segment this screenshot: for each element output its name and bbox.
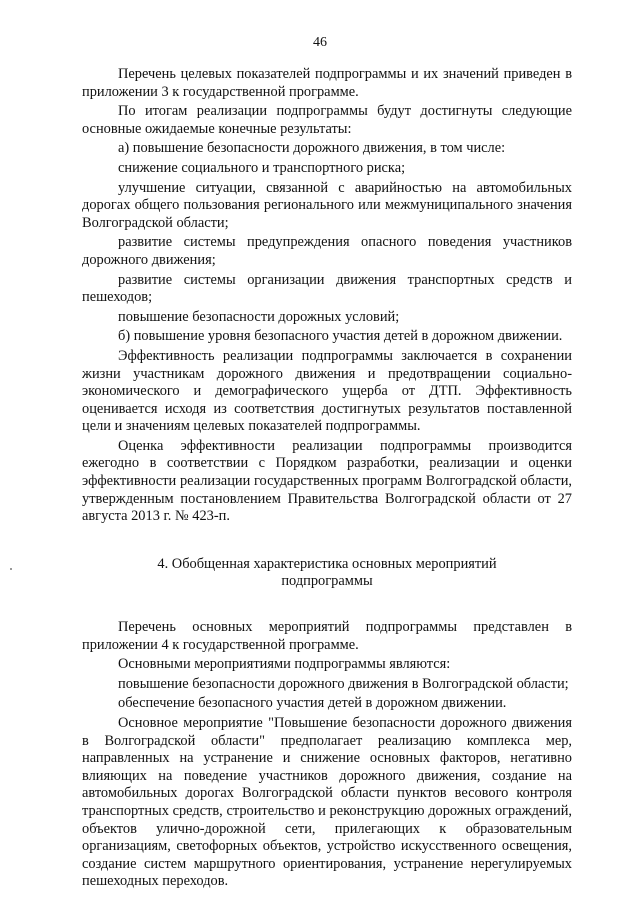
paragraph: Эффективность реализации подпрограммы заключается в сохранении жизни участникам дорожного движения и предотвращении социально-экономического и демографического ущерба от ДТП. Эффективность оценивается исходя из соответствия достигнутых результатов поставленной цели и значениям целевых показателей подпрограммы. [82, 347, 572, 435]
paragraph: развитие системы организации движения транспортных средств и пешеходов; [82, 271, 572, 306]
paragraph: Перечень целевых показателей подпрограммы и их значений приведен в приложении 3 к государственной программе. [82, 66, 572, 100]
paragraph: улучшение ситуации, связанной с аварийностью на автомобильных дорогах общего пользования регионального или межмуниципального значения Волгоградской области; [82, 179, 572, 231]
paragraph: Основными мероприятиями подпрограммы являются: [118, 656, 451, 673]
section-title [82, 556, 572, 591]
paragraph: повышение безопасности дорожного движения в Волгоградской области; [118, 675, 569, 692]
paragraph: обеспечение безопасного участия детей в дорожном движении. [118, 695, 507, 712]
paragraph: а) повышение безопасности дорожного движения, в том числе: [118, 140, 506, 157]
section-title-line: подпрограммы [281, 573, 373, 590]
paragraph: Оценка эффективности реализации подпрограммы производится ежегодно в соответствии с Порядком разработки, реализации и оценки эффективности реализации государственных программ Волгоградской области, утвержденным постановлением Правительства Волгоградской области от 27 августа 2013 г. № 423-п. [82, 437, 572, 525]
paragraph: развитие системы предупреждения опасного поведения участников дорожного движения; [82, 234, 572, 268]
scan-mark [10, 568, 12, 570]
paragraph: снижение социального и транспортного риска; [118, 159, 406, 176]
section-title-line: 4. Обобщенная характеристика основных мероприятий [157, 555, 497, 572]
paragraph: Основное мероприятие "Повышение безопасности дорожного движения в Волгоградской области" предполагает реализацию комплекса мер, направленных на устранение и снижение основных факторов, негативно влияющих на поведение участников дорожного движения, создание на автомобильных дорогах Волгоградской области пунктов весового контроля транспортных средств, строительство и реконструкцию дорожных ограждений, объектов улично-дорожной сети, прилегающих к образовательным организациям, светофорных объектов, устройство искусственного освещения, создание систем маршрутного ориентирования, устранение нерегулируемых пешеходных переходов. [82, 715, 572, 890]
page-number: 46 [313, 35, 327, 50]
paragraph: Перечень основных мероприятий подпрограммы представлен в приложении 4 к государственной программе. [82, 619, 572, 653]
paragraph: По итогам реализации подпрограммы будут достигнуты следующие основные ожидаемые конечные результаты: [82, 103, 572, 137]
document-body [82, 66, 572, 893]
paragraph: повышение безопасности дорожных условий; [118, 308, 400, 325]
paragraph: б) повышение уровня безопасного участия детей в дорожном движении. [118, 328, 563, 345]
